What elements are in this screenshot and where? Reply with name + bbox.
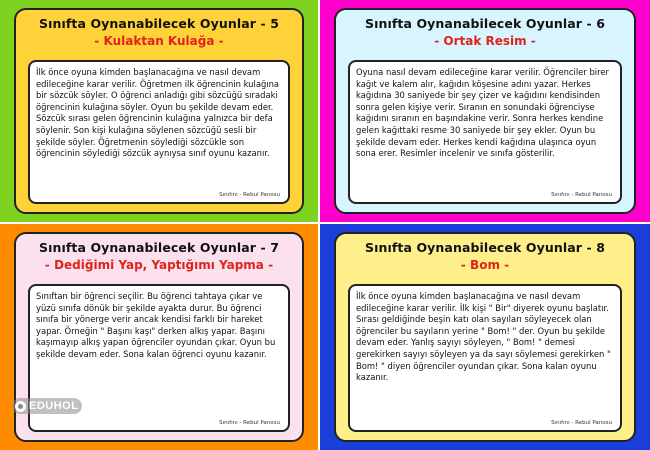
eduhol-watermark-logo — [12, 398, 82, 414]
card-title: Sınıfta Oynanabilecek Oyunlar - 7 — [38, 240, 279, 255]
game-card-6 — [334, 8, 636, 214]
card-subtitle: - Dediğimi Yap, Yaptığımı Yapma - — [44, 258, 274, 272]
card-subtitle: - Bom - — [460, 258, 510, 272]
card-credit: Sınıfını - Rebul Panosu — [551, 420, 612, 426]
quadrant-5 — [0, 0, 318, 222]
quadrant-6 — [320, 0, 650, 222]
card-title: Sınıfta Oynanabilecek Oyunlar - 5 — [38, 16, 279, 31]
card-credit: Sınıfını - Rebul Panosu — [219, 420, 280, 426]
card-title: Sınıfta Oynanabilecek Oyunlar - 8 — [364, 240, 605, 255]
game-card-5 — [14, 8, 304, 214]
game-card-8 — [334, 232, 636, 442]
card-body-text: Sınıftan bir öğrenci seçilir. Bu öğrenci tahtaya çıkar ve yüzü sınıfa dönük bir şekilde ayakta durur. Bu öğrenci sınıfa bir yönerge verir ancak kendisi farklı bir hareket yapar. Örneğin " Başını kaşı" derken alkış yapar. Başını kaşımayıp alkış yapan öğrenciler oyundan çıkar. Oyun bu şekilde devam eder. Sona kalan öğrenci oyunu kazanır. — [36, 291, 276, 359]
eduhol-logo-text: EDUHOL — [29, 400, 79, 412]
card-subtitle: - Ortak Resim - — [434, 34, 536, 48]
card-credit: Sınıfını - Rebul Panosu — [551, 192, 612, 198]
card-body-text: Oyuna nasıl devam edileceğine karar verilir. Öğrenciler birer kağıt ve kalem alır, kağıdın köşesine adını yazar. Herkes kağıdına 30 saniyede bir şey çizer ve kağıdını kendisinden sonra gelen kişiye verir. Sıranın en sonundaki öğrenciyse kağıdını sıranın en başındakine verir. Sonra herkes kendine gelen kağıttaki resme 30 saniyede bir şey ekler. Oyun bu şekilde devam eder. Herkes kendi kağıdına ulaşınca oyun sona erer. Resimler incelenir ve sınıfa gösterilir. — [356, 67, 609, 159]
card-text-panel — [348, 284, 622, 432]
card-text-panel — [348, 60, 622, 204]
card-title: Sınıfta Oynanabilecek Oyunlar - 6 — [364, 16, 605, 31]
card-body-text: İlk önce oyuna kimden başlanacağına ve nasıl devam edileceğine karar verilir. Öğretmen ilk öğrencinin kulağına bir sözcük söyler. O öğrenci anladığı gibi sözcüğü sıradaki öğrencinin kulağına söyler. Oyun bu şekilde devam eder. Sözcük sırası gelen öğrencinin kulağına yalnızca bir defa söylenir. Son kişi kulağına söylenen sözcüğü sesli bir şekilde söyler. Öğretmenin söylediği sözcükle son öğrencinin söylediği sözcük aynıysa sınıf oyunu kazanır. — [36, 67, 280, 159]
eduhol-logo-icon — [15, 401, 26, 412]
quadrant-8 — [320, 224, 650, 450]
quadrant-7 — [0, 224, 318, 450]
card-credit: Sınıfını - Rebul Panosu — [219, 192, 280, 198]
card-body-text: İlk önce oyuna kimden başlanacağına ve nasıl devam edileceğine karar verilir. İlk kişi " Bir" diyerek oyunu başlatır. Sırası geldiğinde beşin katı olan sayıları söyleyecek olan öğrenciler bu sayıların yerine " Bom! " der. Oyun bu şekilde devam eder. Yanlış sayıyı söyleyen, " Bom! " demesi gerekirken sayıyı söyleyen ya da sayı söylemesi gerekirken " Bom! " diyen öğrenciler oyundan çıkar. Sona kalan oyunu kazanır. — [356, 291, 611, 383]
card-subtitle: - Kulaktan Kulağa - — [94, 34, 224, 48]
card-text-panel — [28, 60, 290, 204]
